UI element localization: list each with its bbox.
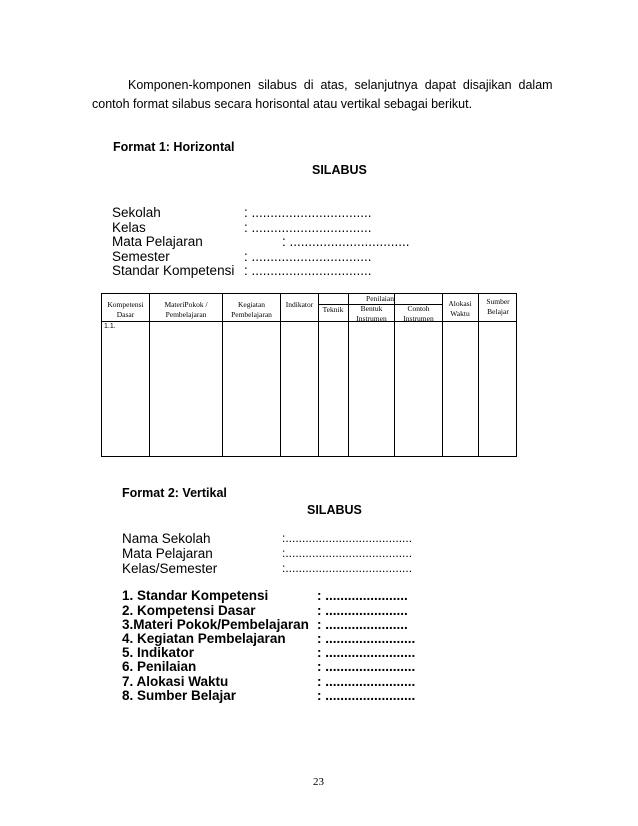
format2-item-3-value: : ...................... [317,617,408,632]
format2-value-nama-sekolah: :...................................... [282,531,413,545]
header-indikator: Indikator [285,300,314,309]
format1-label-sekolah: Sekolah [112,205,161,220]
table-first-cell: 1.1. [104,323,116,330]
format2-title: SILABUS [307,503,362,517]
header-contoh: Contoh Instrumen [403,304,434,323]
format2-item-4-value: : ........................ [317,631,416,646]
format2-label-kelas-semester: Kelas/Semester [122,561,218,576]
format1-heading: Format 1: Horizontal [113,140,235,154]
format2-item-5-value: : ........................ [317,645,416,660]
header-kegiatan: Kegiatan Pembelajaran [231,300,272,319]
format2-value-kelas-semester: :...................................... [282,561,413,575]
format1-label-standar: Standar Kompetensi [112,263,235,278]
intro-line-2: contoh format silabus secara horisontal atau vertikal sebagai berikut. [92,97,473,111]
format1-value-sekolah: : ................................ [244,205,372,220]
format1-label-mapel: Mata Pelajaran [112,234,203,249]
col-divider [318,294,319,456]
format2-value-mapel: :...................................... [282,546,413,560]
page-number: 23 [313,776,324,788]
format2-item-4-label: 4. Kegiatan Pembelajaran [122,631,286,646]
format2-item-7-value: : ........................ [317,674,416,689]
format2-item-5-label: 5. Indikator [122,645,195,660]
col-divider [478,294,479,456]
format2-item-8-value: : ........................ [317,688,416,703]
format2-item-6-label: 6. Penilaian [122,659,197,674]
intro-line-1: Komponen-komponen silabus di atas, selanjutnya dapat disajikan dalam [128,78,553,92]
syllabus-table [101,293,517,457]
format2-label-mapel: Mata Pelajaran [122,546,213,561]
format2-item-1-label: 1. Standar Kompetensi [122,588,269,603]
format2-item-2-label: 2. Kompetensi Dasar [122,603,256,618]
format1-title: SILABUS [312,163,367,177]
header-kompetensi: Kompetensi Dasar [107,300,144,319]
format2-item-8-label: 8. Sumber Belajar [122,688,237,703]
format1-value-semester: : ................................ [244,249,372,264]
col-divider [442,294,443,456]
format2-item-2-value: : ...................... [317,603,408,618]
header-alokasi: Alokasi Waktu [448,299,472,318]
format2-item-1-value: : ...................... [317,588,408,603]
format2-label-nama-sekolah: Nama Sekolah [122,531,211,546]
header-teknik: Teknik [322,305,344,314]
format1-label-semester: Semester [112,249,170,264]
col-divider [280,294,281,456]
header-materi: MateriPokok / Pembelajaran [164,300,208,319]
format1-value-kelas: : ................................ [244,220,372,235]
format1-value-standar: : ................................ [244,263,372,278]
header-penilaian: Penilaian [366,294,394,303]
format2-heading: Format 2: Vertikal [122,486,227,500]
format2-item-7-label: 7. Alokasi Waktu [122,674,229,689]
format2-item-3-label: 3.Materi Pokok/Pembelajaran [122,617,309,632]
format2-item-6-value: : ........................ [317,659,416,674]
format1-label-kelas: Kelas [112,220,146,235]
format1-value-mapel: : ................................ [282,234,410,249]
header-bentuk: Bentuk Instrumen [356,304,387,323]
header-sumber: Sumber Belajar [486,297,510,316]
header-divider [102,321,516,322]
